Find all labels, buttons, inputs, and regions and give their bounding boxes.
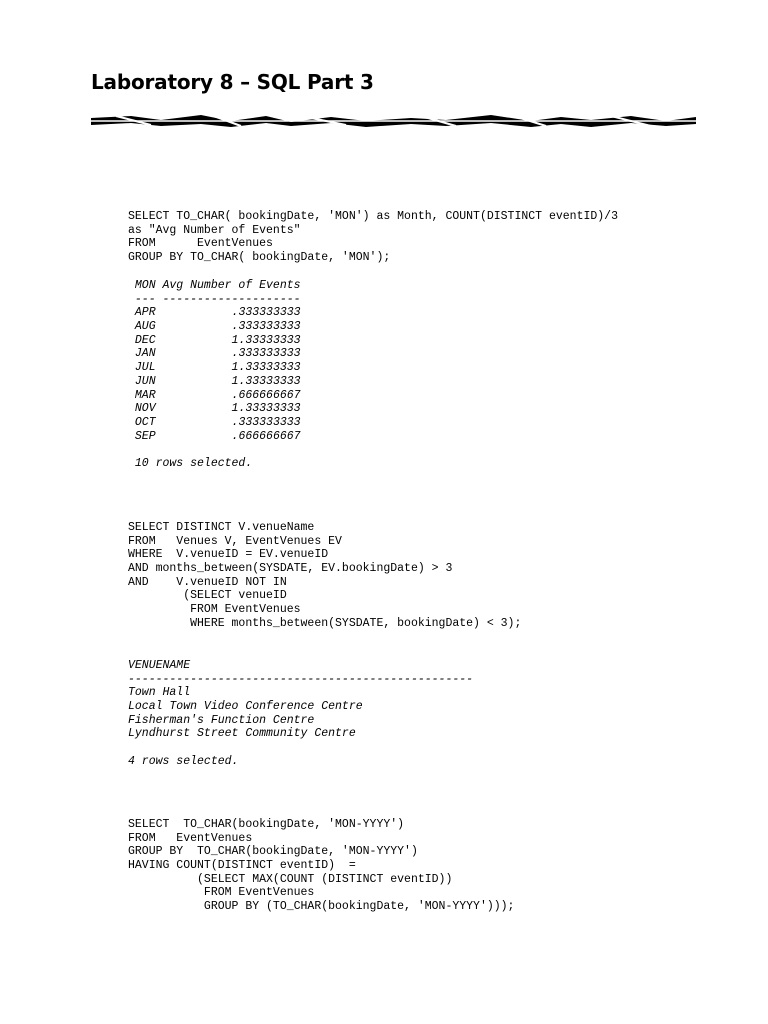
result-row — [128, 416, 301, 430]
sql-line: as "Avg Number of Events" — [128, 223, 301, 237]
avg-cell: 1.33333333 — [231, 374, 301, 388]
avg-cell: .333333333 — [231, 306, 301, 320]
month-cell: DEC — [134, 333, 156, 347]
month-cell: SEP — [134, 429, 156, 443]
month-cell: JUN — [134, 374, 156, 388]
month-cell: MAR — [134, 388, 156, 402]
month-cell: APR — [134, 306, 156, 320]
sql-line: AND months_between(SYSDATE, EV.bookingDate) > 3 — [128, 562, 453, 576]
month-cell: JAN — [134, 347, 156, 361]
decorative-divider — [91, 112, 696, 130]
venue-row: Local Town Video Conference Centre — [128, 700, 363, 714]
result-row — [128, 361, 301, 375]
query1-sql — [128, 210, 618, 265]
avg-cell: 1.33333333 — [231, 402, 301, 416]
query1-result — [128, 279, 301, 471]
sql-line: GROUP BY (TO_CHAR(bookingDate, 'MON-YYYY'))); — [128, 900, 515, 914]
venue-row: Fisherman's Function Centre — [128, 713, 315, 727]
query2-sql — [128, 521, 521, 631]
sql-line: WHERE V.venueID = EV.venueID — [128, 548, 329, 562]
avg-cell: .333333333 — [231, 320, 301, 334]
avg-cell: 1.33333333 — [231, 361, 301, 375]
sql-line: GROUP BY TO_CHAR(bookingDate, 'MON-YYYY') — [128, 845, 418, 859]
avg-cell: 1.33333333 — [231, 333, 301, 347]
avg-cell: .333333333 — [231, 415, 301, 429]
sql-line: HAVING COUNT(DISTINCT eventID) = — [128, 859, 356, 873]
sql-line: FROM EventVenues — [128, 831, 253, 845]
sql-line: SELECT TO_CHAR( bookingDate, 'MON') as Month, COUNT(DISTINCT eventID)/3 — [128, 210, 618, 223]
result-separator: -------------------------------------------------- — [128, 672, 474, 686]
sql-line: FROM EventVenues — [128, 237, 273, 251]
sql-line: WHERE months_between(SYSDATE, bookingDate) < 3); — [128, 616, 522, 630]
month-cell: OCT — [134, 415, 156, 429]
sql-line: AND V.venueID NOT IN — [128, 575, 287, 589]
result-row — [128, 306, 301, 320]
month-cell: NOV — [134, 402, 156, 416]
month-cell: AUG — [134, 320, 156, 334]
avg-cell: .666666667 — [231, 388, 301, 402]
result-separator: --- -------------------- — [128, 292, 301, 306]
query2-result — [128, 659, 473, 769]
sql-line: FROM Venues V, EventVenues EV — [128, 534, 342, 548]
avg-cell: .333333333 — [231, 347, 301, 361]
document-title: Laboratory 8 – SQL Part 3 — [91, 70, 374, 94]
result-header: MON Avg Number of Events — [128, 279, 301, 292]
avg-cell: .666666667 — [231, 429, 301, 443]
result-row — [128, 320, 301, 334]
rows-selected-footer: 4 rows selected. — [128, 754, 239, 768]
venue-row: Lyndhurst Street Community Centre — [128, 727, 356, 741]
sql-line: (SELECT MAX(COUNT (DISTINCT eventID)) — [128, 872, 453, 886]
query3-sql — [128, 818, 514, 914]
result-row — [128, 347, 301, 361]
sql-line: FROM EventVenues — [128, 886, 315, 900]
result-row — [128, 430, 301, 444]
sql-line: FROM EventVenues — [128, 603, 301, 617]
result-row — [128, 402, 301, 416]
venue-row: Town Hall — [128, 686, 191, 700]
result-row — [128, 375, 301, 389]
rows-selected-footer: 10 rows selected. — [128, 456, 253, 470]
result-header: VENUENAME — [128, 659, 191, 672]
sql-line: (SELECT venueID — [128, 589, 287, 603]
sql-line: SELECT TO_CHAR(bookingDate, 'MON-YYYY') — [128, 818, 405, 831]
result-row — [128, 334, 301, 348]
month-cell: JUL — [134, 361, 156, 375]
sql-line: SELECT DISTINCT V.venueName — [128, 521, 315, 534]
result-row — [128, 389, 301, 403]
sql-line: GROUP BY TO_CHAR( bookingDate, 'MON'); — [128, 251, 391, 265]
